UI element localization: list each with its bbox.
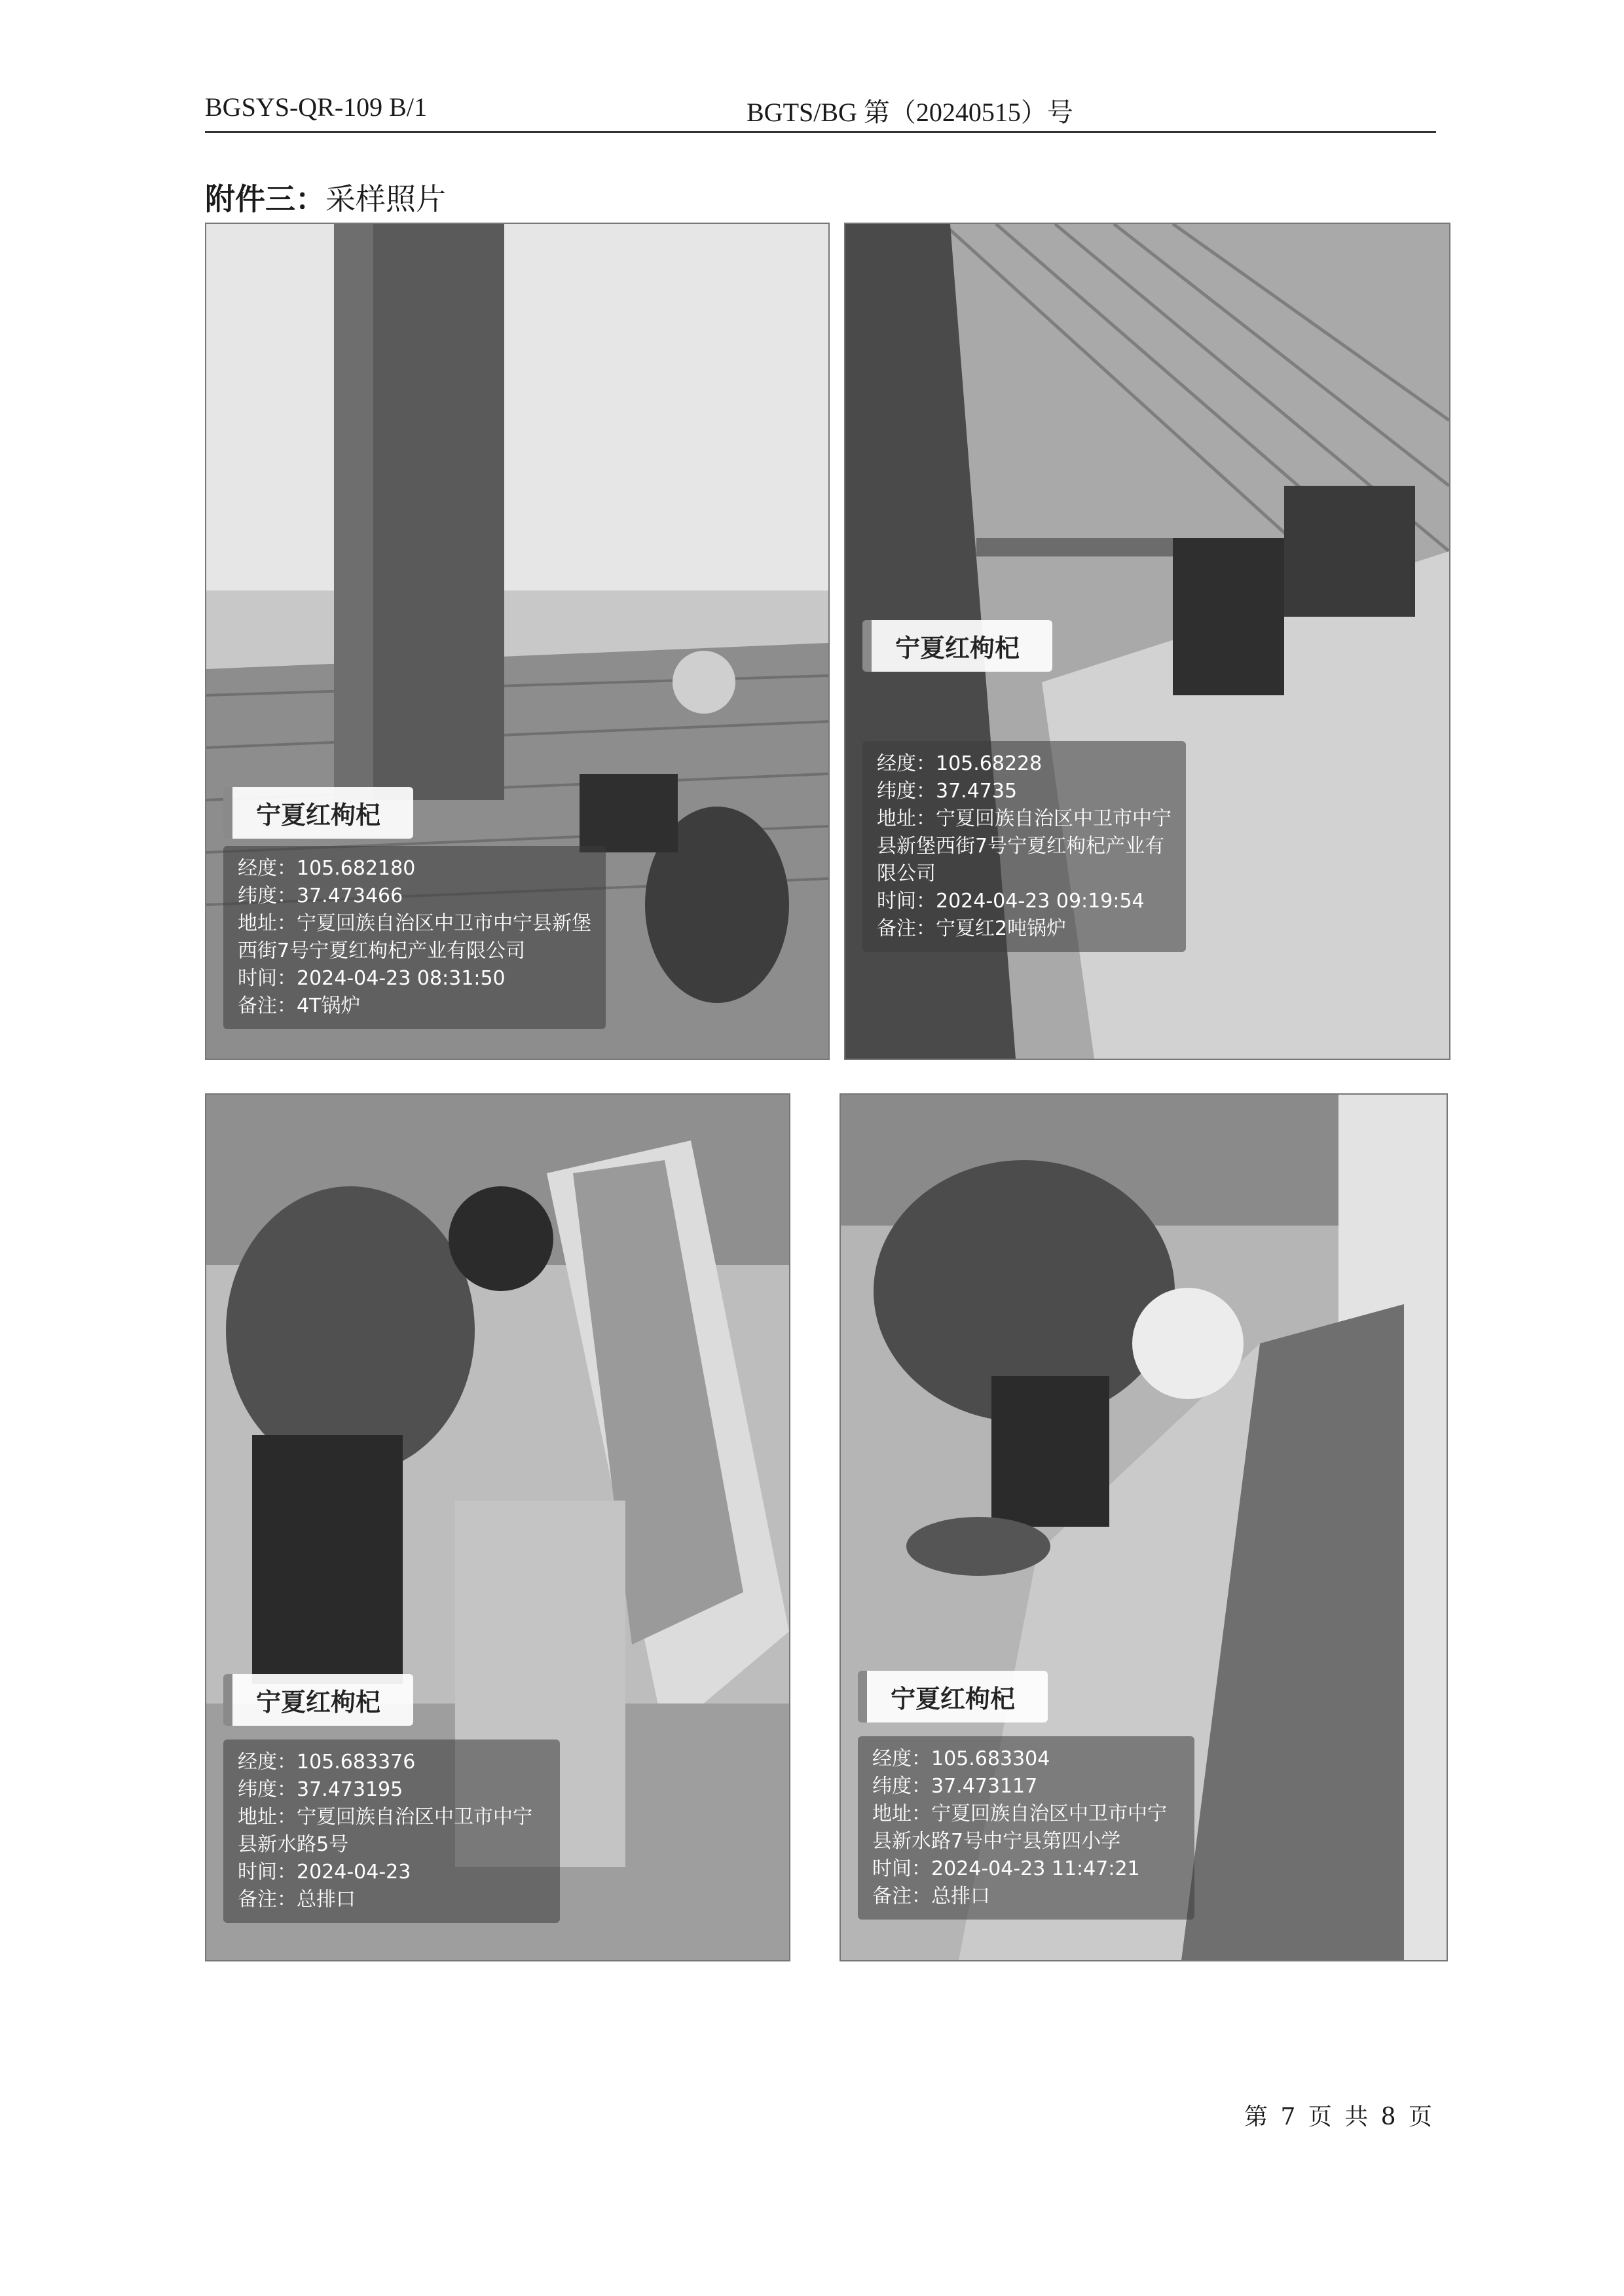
- photo-3-note: 备注：总排口: [238, 1888, 356, 1911]
- section-title-rest: 采样照片: [325, 181, 446, 217]
- sampling-photo-4: [840, 1093, 1448, 1961]
- photo-4-latitude: 纬度：37.473117: [872, 1775, 1038, 1798]
- sampling-photo-3: [205, 1093, 790, 1961]
- photo-2-latitude: 纬度：37.4735: [877, 780, 1018, 803]
- section-title: [205, 175, 446, 219]
- sampling-photo-2: [844, 223, 1450, 1060]
- section-title-bold: 附件三：: [205, 181, 325, 217]
- photo-1-note: 备注：4T锅炉: [238, 994, 361, 1017]
- photo-2-tag: 宁夏红枸杞: [862, 620, 1052, 672]
- photo-1-address: 地址：宁夏回族自治区中卫市中宁县新堡西街7号宁夏红枸杞产业有限公司: [238, 912, 591, 962]
- photo-1-latitude: 纬度：37.473466: [238, 884, 403, 907]
- photo-4-address: 地址：宁夏回族自治区中卫市中宁县新水路7号中宁县第四小学: [872, 1802, 1167, 1853]
- photo-2-address: 地址：宁夏回族自治区中卫市中宁县新堡西街7号宁夏红枸杞产业有限公司: [877, 807, 1172, 885]
- photo-4-time: 时间：2024-04-23 11:47:21: [872, 1857, 1140, 1880]
- photo-3-info: [223, 1740, 560, 1923]
- photo-4-note: 备注：总排口: [872, 1885, 990, 1908]
- photo-4-longitude: 经度：105.683304: [872, 1747, 1050, 1770]
- photo-2-note: 备注：宁夏红2吨锅炉: [877, 917, 1067, 940]
- form-code: BGSYS-QR-109 B/1: [205, 92, 427, 122]
- photo-1-longitude: 经度：105.682180: [238, 857, 416, 880]
- page-number: 第 7 页 共 8 页: [1244, 2104, 1435, 2130]
- photo-2-info: [862, 741, 1186, 952]
- photo-2-time: 时间：2024-04-23 09:19:54: [877, 890, 1145, 913]
- photo-4-tag: 宁夏红枸杞: [858, 1671, 1048, 1722]
- photo-1-tag: 宁夏红枸杞: [223, 787, 413, 839]
- photo-2-longitude: 经度：105.68228: [877, 752, 1043, 775]
- report-number: BGTS/BG 第（20240515）号: [747, 98, 1073, 127]
- photo-3-time: 时间：2024-04-23: [238, 1861, 411, 1884]
- photo-4-info: [858, 1736, 1194, 1920]
- photo-3-tag: 宁夏红枸杞: [223, 1674, 413, 1726]
- photo-3-longitude: 经度：105.683376: [238, 1751, 416, 1774]
- photo-1-info: [223, 846, 606, 1029]
- photo-3-address: 地址：宁夏回族自治区中卫市中宁县新水路5号: [238, 1806, 532, 1856]
- sampling-photo-1: [205, 223, 830, 1060]
- photo-3-latitude: 纬度：37.473195: [238, 1778, 403, 1801]
- photo-1-time: 时间：2024-04-23 08:31:50: [238, 967, 506, 990]
- header-divider: [205, 131, 1436, 133]
